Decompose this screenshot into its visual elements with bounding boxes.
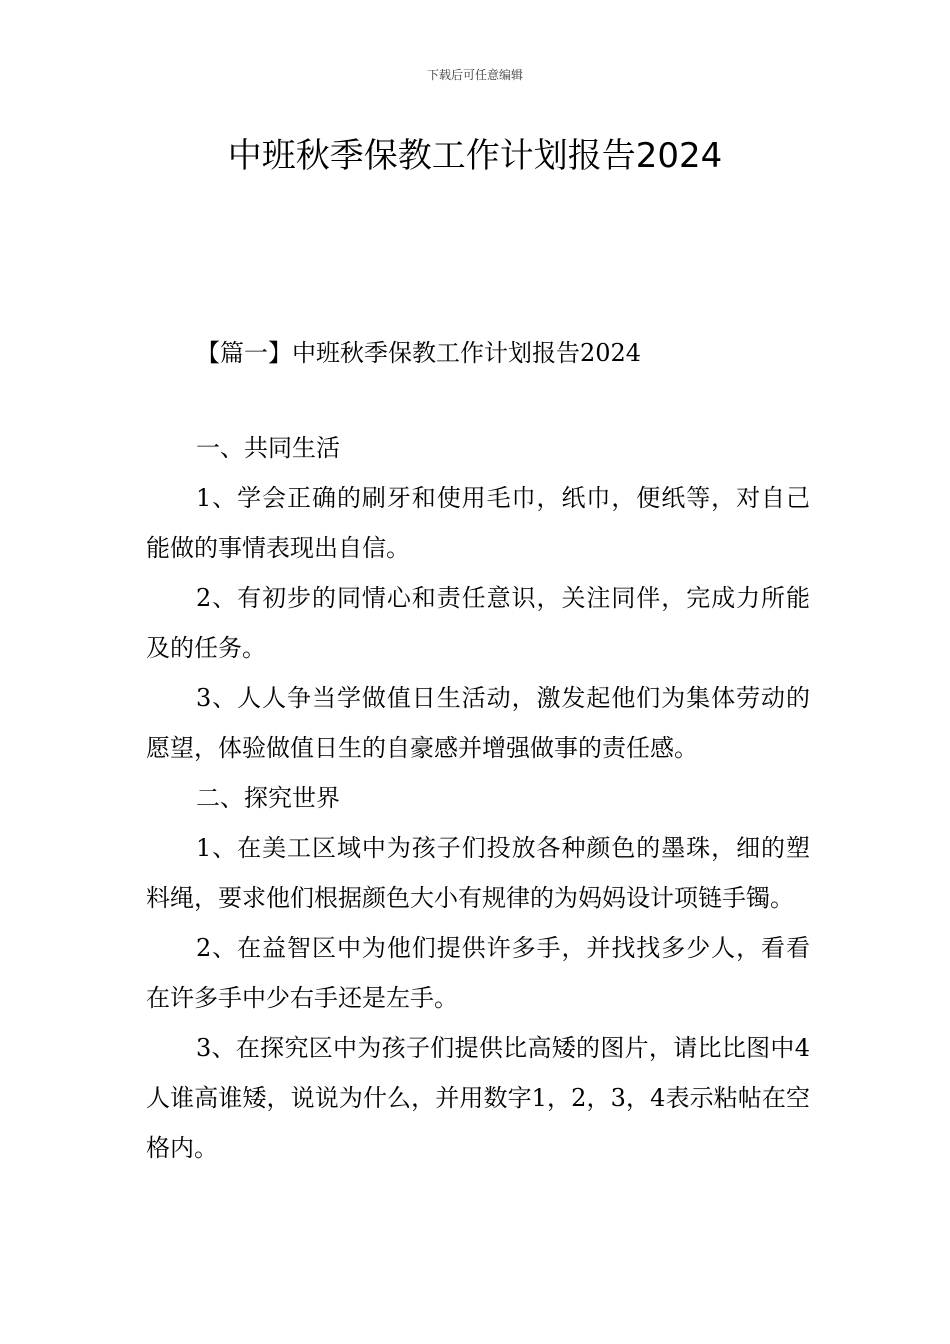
paragraph: 3、在探究区中为孩子们提供比高矮的图片，请比比图中4人谁高谁矮，说说为什么，并用数字1，2，3，4表示粘帖在空格内。 xyxy=(146,1034,810,1162)
subheading-shared-life: 一、共同生活 xyxy=(196,434,340,462)
paragraph: 1、学会正确的刷牙和使用毛巾，纸巾，便纸等，对自己能做的事情表现出自信。 xyxy=(146,484,810,562)
section-heading: 【篇一】中班秋季保教工作计划报告2024 xyxy=(196,339,642,367)
paragraph: 2、在益智区中为他们提供许多手，并找找多少人，看看在许多手中少右手还是左手。 xyxy=(146,934,810,1012)
paragraph: 2、有初步的同情心和责任意识，关注同伴，完成力所能及的任务。 xyxy=(146,584,810,662)
subheading-explore-world: 二、探究世界 xyxy=(196,784,340,812)
paragraph: 3、人人争当学做值日生活动，激发起他们为集体劳动的愿望，体验做值日生的自豪感并增强做事的责任感。 xyxy=(146,684,810,762)
document-body xyxy=(146,423,810,1173)
paragraph: 1、在美工区域中为孩子们投放各种颜色的墨珠，细的塑料绳，要求他们根据颜色大小有规律的为妈妈设计项链手镯。 xyxy=(146,834,810,912)
download-note: 下载后可任意编辑 xyxy=(426,68,523,82)
document-title: 中班秋季保教工作计划报告2024 xyxy=(227,136,723,176)
